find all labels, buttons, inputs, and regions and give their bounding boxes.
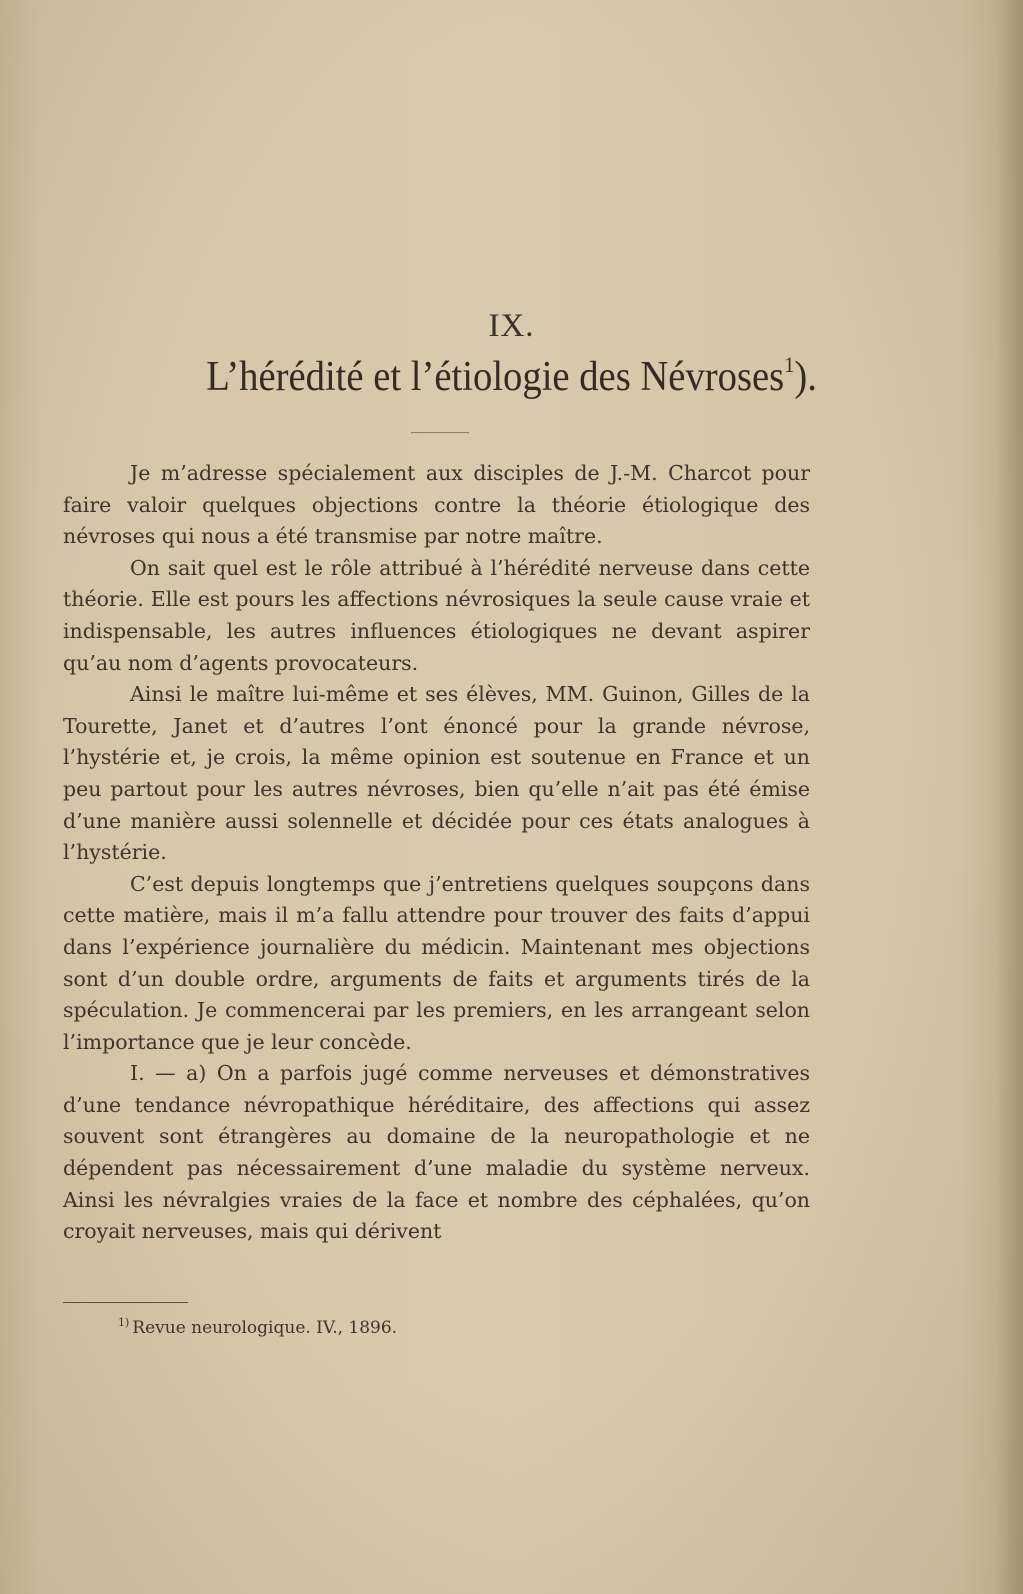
paragraph-2: On sait quel est le rôle attribué à l’hérédité nerveuse dans cette théorie. Elle est pours les affections névrosiques la seule cause vraie et indispensable, les autres influences étiologiques ne devant aspirer qu’au nom d’agents provocateurs. xyxy=(63,555,810,675)
paragraph-5: I. — a) On a parfois jugé comme nerveuses et démonstratives d’une tendance névropathique héréditaire, des affections qui assez souvent sont étrangères au domaine de la neuropathologie et ne dépendent pas nécessairement d’une maladie du système nerveux. Ainsi les névralgies vraies de la face et nombre des céphalées, qu’on croyait nerveuses, mais qui dérivent xyxy=(63,1061,810,1244)
footnote xyxy=(118,1316,397,1338)
body-text xyxy=(63,458,810,1248)
paragraph-3: Ainsi le maître lui-même et ses élèves, MM. Guinon, Gilles de la Tourette, Janet et d’autres l’ont énoncé pour la grande névrose, l’hystérie et, je crois, la même opinion est soutenue en France et un peu partout pour les autres névroses, bien qu’elle n’ait pas été émise d’une manière aussi solennelle et décidée pour ces états analogues à l’hystérie. xyxy=(63,682,810,865)
chapter-title-footnote-marker: 1 xyxy=(784,352,795,377)
chapter-title-text: L’hérédité et l’étiologie des Névroses xyxy=(206,354,785,400)
paragraph-4: C’est depuis longtemps que j’entretiens quelques soupçons dans cette matière, mais il m’a fallu attendre pour trouver des faits d’appui dans l’expérience journalière du médicin. Maintenant mes objections sont d’un double ordre, arguments de faits et arguments tirés de la spéculation. Je commencerai par les premiers, en les arrangeant selon l’importance que je leur concède. xyxy=(63,871,810,1054)
footnote-marker: 1) xyxy=(118,1316,130,1329)
title-divider xyxy=(411,432,469,433)
footnote-text: Revue neurologique. IV., 1896. xyxy=(132,1318,398,1338)
paragraph-1: Je m’adresse spécialement aux disciples de J.-M. Charcot pour faire valoir quelques objections contre la théorie étiologique des névroses qui nous a été transmise par notre maître. xyxy=(63,461,810,549)
chapter-title xyxy=(41,352,982,401)
footnote-divider xyxy=(63,1302,188,1303)
chapter-number: IX. xyxy=(488,308,535,344)
page-edge-shadow xyxy=(995,0,1023,1594)
chapter-title-suffix: ). xyxy=(794,354,817,400)
